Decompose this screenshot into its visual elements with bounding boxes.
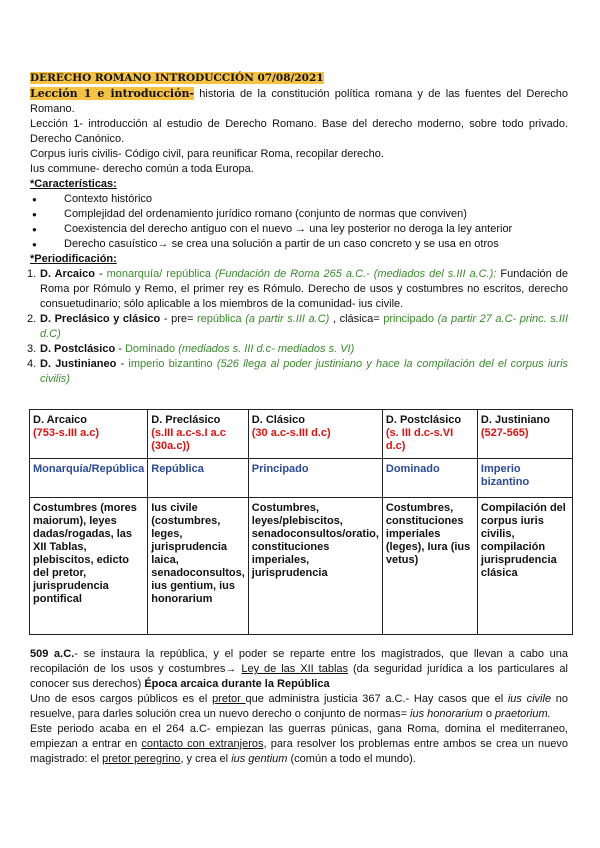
paragraph [30,692,568,722]
text-segment: (mediados s. III d.c- mediados s. VI) [178,343,355,355]
period-regime-cell: República [148,459,249,498]
period-dates: (753-s.III a.c) [33,427,100,439]
text-segment: ius civile [507,693,552,705]
text-segment: historia de la constitución política romana y de las fuentes del Derecho Romano. [30,88,568,115]
text-segment: - pre= [160,313,197,325]
period-sources-cell: Ius civile (costumbres, leges, jurisprudencia laica, senadoconsultos, ius gentium, ius honorarium [148,498,249,635]
table-row [30,410,573,459]
paragraph [30,162,568,177]
text-segment: Fundación de Roma por Rómulo y Remo, el primer rey es Rómulo. Derecho de usos y costumbres no escritos, derecho consuetudinario; sólo aplicable a los miembros de la comunidad- ius civile. [40,268,569,310]
period-sources-cell: Compilación del corpus iuris civilis, compilación jurisprudencia clásica [477,498,572,635]
text-segment: Época arcaica durante la República [144,678,330,690]
text-segment: (Fundación de Roma 265 a.C.- (mediados del s.III a.C.): [214,268,497,280]
text-segment: - [115,343,125,355]
text-segment: praetorium. [495,708,551,720]
text-segment: no resuelve, para darles solución crea un nuevo derecho o conjunto de normas= [30,693,569,720]
text-segment: monarquía/ república [106,268,211,280]
text-segment: ius gentium [231,753,288,765]
period-name: D. Postclásico [385,414,462,426]
period-item [27,357,569,387]
text-segment: , clásica= [329,313,384,325]
period-dates: (30 a.c-s.III d.c) [251,427,331,439]
text-segment: ius honorarium [410,708,483,720]
item-number: 3. [27,343,37,355]
text-segment: - [116,358,129,370]
text-segment: (da seguridad jurídica a los particulares al conocer sus derechos) [30,663,568,690]
document-title: DERECHO ROMANO INTRODUCCIÓN 07/08/2021 [30,72,324,84]
text-segment: (común a todo el mundo). [287,753,416,765]
text-segment: pretor peregrino [102,753,181,765]
closing-section [30,647,568,767]
period-name: D. Arcaico [33,414,88,426]
period-name: D. Clásico [251,414,305,426]
list-item: ● Derecho casuístico→ se crea una solución a partir de un caso concreto y se usa en otros [30,237,568,252]
text-segment: 509 a.C. [30,648,75,660]
text-segment: Este periodo acaba en el 264 a.C- empiezan las guerras púnicas, gana Roma, domina el mediterraneo, empiezan a entrar en [30,723,568,750]
intro-paragraphs [30,86,568,177]
text-segment: , para resolver los problemas entre ambos se crea un nuevo magistrado: el [30,738,568,765]
list-item: ● Coexistencia del derecho antiguo con el nuevo → una ley posterior no deroga la ley anterior [30,222,568,237]
period-sources-cell: Costumbres, leyes/plebiscitos, senadoconsultos/oratio, constituciones imperiales, jurisprudencia [248,498,382,635]
paragraph [30,86,568,117]
periods-table [29,409,573,635]
period-dates: (527-565) [480,427,529,439]
text-segment: - se instaura la república, y el poder se reparte entre los magistrados, que llevan a cabo una recopilación de los usos y costumbres→ [30,648,568,675]
text-segment: (a partir s.III a.C) [245,313,330,325]
periodificacion-list [27,267,569,387]
text-segment: o [482,708,496,720]
period-sources-cell: Costumbres, constituciones imperiales (leges), Iura (ius vetus) [382,498,477,635]
text-segment: Ley de las XII tablas [241,663,349,675]
item-number: 4. [27,358,37,370]
period-item [27,312,568,342]
text-segment: D. Justinianeo [40,358,117,370]
text-segment: D. Preclásico y clásico [40,313,161,325]
list-item: ● Complejidad del ordenamiento jurídico romano (conjunto de normas que conviven) [30,207,568,222]
text-segment: , y crea el [180,753,232,765]
table-row [30,459,573,498]
period-header-cell [248,410,382,459]
period-name: D. Justiniano [480,414,550,426]
period-item [27,342,568,357]
period-dates: (s.III a.c-s.I a.c (30a.c)) [151,427,226,452]
period-header-cell [477,410,572,459]
period-header-cell [382,410,477,459]
paragraph [30,117,568,147]
text-segment: república [196,313,242,325]
text-segment: - [94,268,107,280]
period-dates: (s. III d.c-s.VI d.c) [385,427,454,452]
paragraph [30,647,568,692]
period-header-cell [30,410,148,459]
text-segment: (a partir 27 a.C- princ. s.III d.C) [40,313,568,340]
paragraph [30,147,568,162]
text-segment: Corpus iuris civilis- Código civil, para reunificar Roma, recopilar derecho. [30,148,384,160]
table-row [30,498,573,635]
text-segment: D. Arcaico [40,268,95,280]
text-segment: Lección 1- introducción al estudio de Derecho Romano. Base del derecho moderno, sobre todo privado. Derecho Canónico. [30,118,568,145]
text-segment: D. Postclásico [40,343,116,355]
text-segment: Ius commune- derecho común a toda Europa. [30,163,254,175]
text-segment: contacto con extranjeros [141,738,264,750]
period-sources-cell: Costumbres (mores maiorum), leyes dadas/rogadas, las XII Tablas, plebiscitos, edicto del pretor, jurisprudencia pontifical [30,498,148,635]
text-segment: imperio bizantino [128,358,213,370]
text-segment: pretor [212,693,246,705]
paragraph [30,722,568,767]
period-item [27,267,569,312]
periodificacion-heading: *Periodificación: [30,253,117,265]
period-header-cell [148,410,249,459]
period-regime-cell: Principado [248,459,382,498]
intro-section [27,71,569,387]
text-segment: Uno de esos cargos públicos es el [30,693,213,705]
text-segment: que administra justicia 367 a.C.- Hay casos que el [245,693,508,705]
period-regime-cell: Imperio bizantino [477,459,572,498]
item-number: 2. [27,313,37,325]
period-name: D. Preclásico [151,414,221,426]
text-segment: principado [383,313,434,325]
caracteristicas-heading: *Características: [30,178,117,190]
text-segment: (526 llega al poder justiniano y hace la compilación del el corpus iuris civilis) [40,358,569,385]
text-segment: Lección 1 e introducción- [30,87,195,100]
period-regime-cell: Monarquía/República [30,459,148,498]
item-number: 1. [27,268,37,280]
period-regime-cell: Dominado [382,459,477,498]
list-item: ● Contexto histórico [30,192,568,207]
text-segment: Dominado [124,343,176,355]
caracteristicas-list [30,192,568,252]
